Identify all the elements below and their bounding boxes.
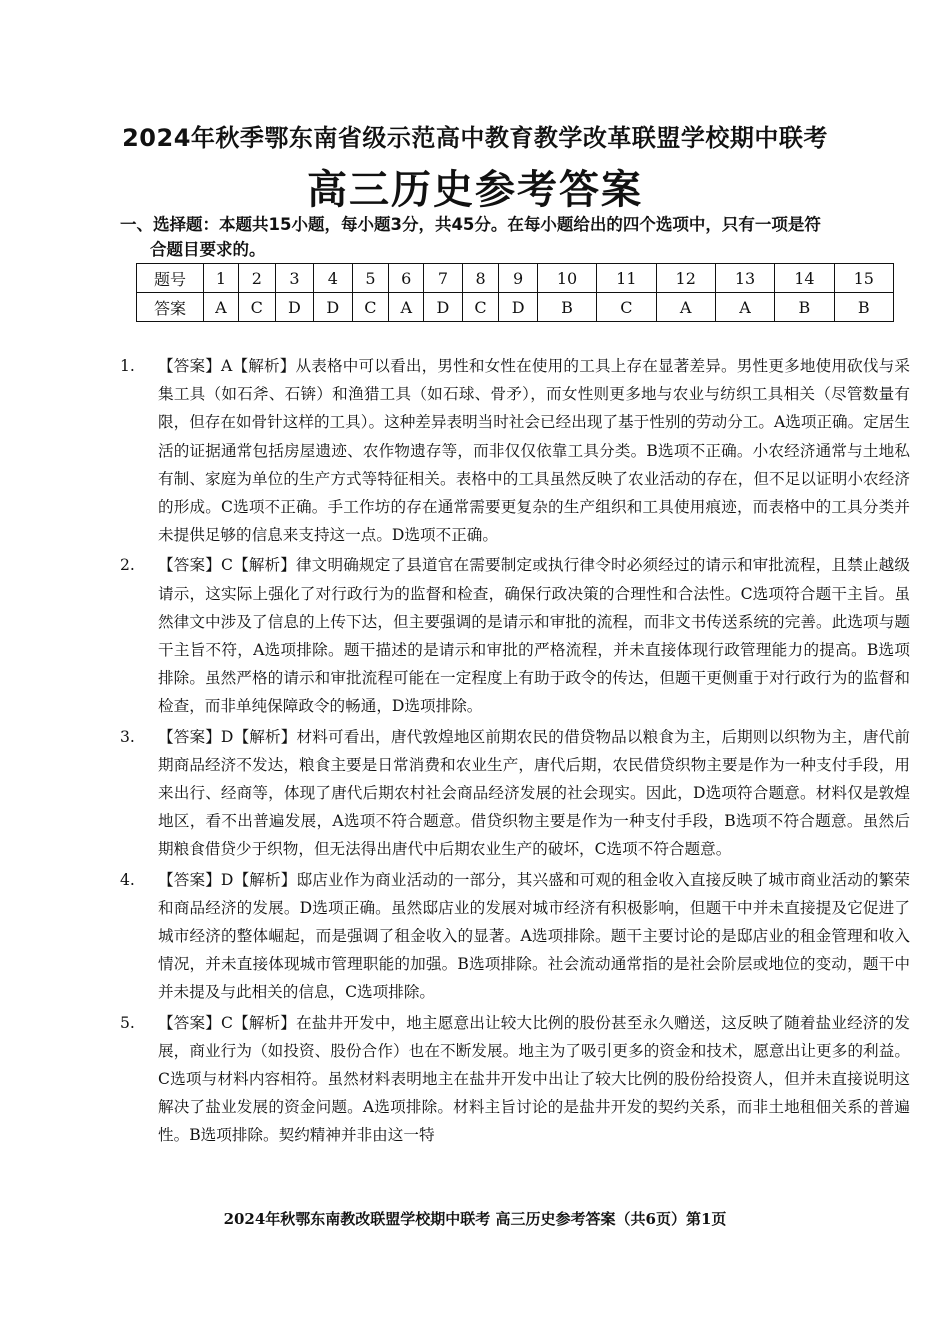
answer-cell: A <box>204 293 239 322</box>
answer-cell: C <box>597 293 656 322</box>
item-text: 【答案】A【解析】从表格中可以看出，男性和女性在使用的工具上存在显著差异。男性更多地使用砍伐与采集工具（如石斧、石锛）和渔猎工具（如石球、骨矛），而女性则更多地与农业与纺织工具相关（尽管数量有限，但存在如骨针这样的工具）。这种差异表明当时社会已经出现了基于性别的劳动分工。A选项正确。定居生活的证据通常包括房屋遗迹、农作物遗存等，而非仅仅依靠工具分类。B选项不正确。小农经济通常与土地私有制、家庭为单位的生产方式等特征相关。表格中的工具虽然反映了农业活动的存在，但不足以证明小农经济的形成。C选项不正确。手工作坊的存在通常需要更复杂的生产组织和工具使用痕迹，而表格中的工具分类并未提供足够的信息来支持这一点。D选项不正确。 <box>158 357 910 545</box>
answer-cell: A <box>656 293 715 322</box>
item-number: 5. <box>120 1013 135 1032</box>
table-row-numbers <box>137 264 894 293</box>
section-heading <box>120 212 920 262</box>
item-text: 【答案】C【解析】律文明确规定了县道官在需要制定或执行律令时必须经过的请示和审批流程，且禁止越级请示，这实际上强化了对行政行为的监督和检查，确保行政决策的合理性和合法性。C选项符合题干主旨。虽然律文中涉及了信息的上传下达，但主要强调的是请示和审批的流程，而非文书传送系统的完善。此选项与题干主旨不符，A选项排除。题干描述的是请示和审批的严格流程，并未直接体现行政管理能力的提高。B选项排除。虽然严格的请示和审批流程可能在一定程度上有助于政令的传达，但题干更侧重于对行政行为的监督和检查，而非单纯保障政令的畅通，D选项排除。 <box>158 556 910 716</box>
question-number: 7 <box>424 264 462 293</box>
item-text: 【答案】D【解析】邸店业作为商业活动的一部分，其兴盛和可观的租金收入直接反映了城市商业活动的繁荣和商品经济的发展。D选项正确。虽然邸店业的发展对城市经济有积极影响，但题干中并未直接提及它促进了城市经济的整体崛起，而是强调了租金收入的显著。A选项排除。题干主要讨论的是邸店业的租金管理和收入情况，并未直接体现城市管理职能的加强。B选项排除。社会流动通常指的是社会阶层或地位的变动，题干中并未提及与此相关的信息，C选项排除。 <box>158 870 910 1002</box>
question-number: 9 <box>499 264 537 293</box>
explanation-item <box>120 723 910 864</box>
answer-cell: B <box>834 293 893 322</box>
section-line-1: 一、选择题：本题共15小题，每小题3分，共45分。在每小题给出的四个选项中，只有一项是符 <box>120 215 821 234</box>
answer-cell: B <box>537 293 596 322</box>
question-number: 5 <box>352 264 389 293</box>
question-number: 3 <box>275 264 313 293</box>
item-number: 3. <box>120 727 135 746</box>
answer-cell: D <box>424 293 462 322</box>
answer-cell: A <box>389 293 424 322</box>
item-number: 4. <box>120 870 135 889</box>
exam-header: 2024年秋季鄂东南省级示范高中教育教学改革联盟学校期中联考 <box>122 124 828 152</box>
answer-cell: D <box>499 293 537 322</box>
explanation-item <box>120 866 910 1007</box>
item-number: 1. <box>120 357 135 375</box>
explanation-item <box>120 352 910 549</box>
question-number: 15 <box>834 264 893 293</box>
question-number: 14 <box>775 264 834 293</box>
question-number: 12 <box>656 264 715 293</box>
answer-cell: A <box>715 293 774 322</box>
item-text: 【答案】C【解析】在盐井开发中，地主愿意出让较大比例的股份甚至永久赠送，这反映了随着盐业经济的发展，商业行为（如投资、股份合作）也在不断发展。地主为了吸引更多的资金和技术，愿意出让更多的利益。C选项与材料内容相符。虽然材料表明地主在盐井开发中出让了较大比例的股份给投资人，但并未直接说明这解决了盐业发展的资金问题。A选项排除。材料主旨讨论的是盐井开发的契约关系，而非土地租佃关系的普遍性。B选项排除。契约精神并非由这一特 <box>158 1013 910 1145</box>
question-number: 1 <box>204 264 239 293</box>
answer-table <box>136 263 894 322</box>
answer-cell: C <box>462 293 499 322</box>
question-number: 6 <box>389 264 424 293</box>
page-title: 高三历史参考答案 <box>307 167 643 213</box>
answer-cell: C <box>352 293 389 322</box>
answer-cell: D <box>275 293 313 322</box>
answer-explanations <box>120 352 910 1152</box>
question-number: 2 <box>238 264 275 293</box>
page-footer: 2024年秋鄂东南教改联盟学校期中联考 高三历史参考答案（共6页）第1页 <box>223 1210 727 1228</box>
question-number: 13 <box>715 264 774 293</box>
explanation-item <box>120 1009 910 1150</box>
explanation-item <box>120 551 910 720</box>
section-line-2: 合题目要求的。 <box>150 240 266 259</box>
item-text: 【答案】D【解析】材料可看出，唐代敦煌地区前期农民的借贷物品以粮食为主，后期则以织物为主，唐代前期商品经济不发达，粮食主要是日常消费和农业生产，唐代后期，农民借贷织物主要是作为一种支付手段，用来出行、经商等，体现了唐代后期农村社会商品经济发展的社会现实。因此，D选项符合题意。材料仅是敦煌地区，看不出普遍发展，A选项不符合题意。借贷织物主要是作为一种支付手段，B选项不符合题意。虽然后期粮食借贷少于织物，但无法得出唐代中后期农业生产的破坏，C选项不符合题意。 <box>158 727 910 859</box>
question-number: 8 <box>462 264 499 293</box>
question-number: 11 <box>597 264 656 293</box>
question-number: 4 <box>314 264 352 293</box>
answer-cell: C <box>238 293 275 322</box>
row-label-answer: 答案 <box>137 293 204 322</box>
item-number: 2. <box>120 556 135 575</box>
row-label-number: 题号 <box>137 264 204 293</box>
table-row-answers <box>137 293 894 322</box>
answer-cell: B <box>775 293 834 322</box>
answer-cell: D <box>314 293 352 322</box>
question-number: 10 <box>537 264 596 293</box>
